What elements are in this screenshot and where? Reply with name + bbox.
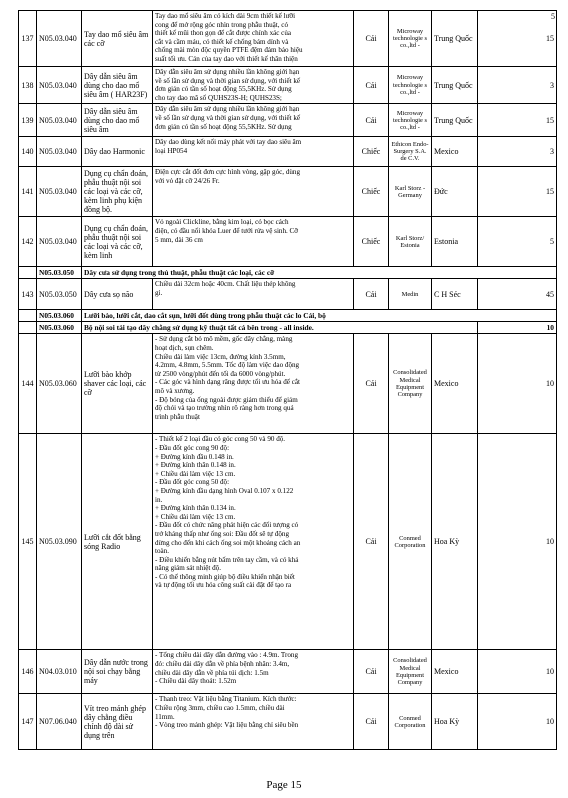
row-number: 144 xyxy=(19,334,37,434)
row-number xyxy=(19,322,37,334)
unit: Cái xyxy=(354,104,389,137)
spec-line: độ chói và tạo trường nhìn rõ ràng hơn trong quá xyxy=(155,404,294,413)
item-spec xyxy=(153,11,354,67)
item-code: N05.03.090 xyxy=(37,434,82,650)
country: Trung Quốc xyxy=(432,104,478,137)
spec-line: Dây dẫn siêu âm sử dụng nhiều lần không giới hạn xyxy=(155,105,300,114)
spec-line: 11mm. xyxy=(155,712,175,721)
quantity: 15 xyxy=(478,167,557,217)
spec-line: điện, có đầu nối khóa Luer để tưới rửa vệ sinh. Cỡ xyxy=(155,226,299,235)
spec-line: + Đường kính đầu dạng hình Oval 0.107 x 0.122 xyxy=(155,486,294,495)
spec-line: Chiều dài làm việc 13cm, đường kính 3.5mm, xyxy=(155,352,286,361)
spec-line: - Chiều dài dây thoát: 1.52m xyxy=(155,677,237,686)
table-row xyxy=(19,137,557,167)
country: Estonia xyxy=(432,217,478,267)
quantity: 3 xyxy=(478,67,557,104)
item-spec xyxy=(153,650,354,694)
table-row xyxy=(19,11,557,67)
edge-mark: 5 xyxy=(551,12,555,21)
item-spec xyxy=(153,334,354,434)
table-row xyxy=(19,279,557,310)
manufacturer: Karl Storz/ Estonia xyxy=(389,217,432,267)
spec-line: + Chiều dài làm việc 13 cm. xyxy=(155,469,236,478)
item-code: N05.03.040 xyxy=(37,217,82,267)
manufacturer: Consolidated Medical Equipment Company xyxy=(389,334,432,434)
item-spec xyxy=(153,694,354,750)
country: Mexico xyxy=(432,334,478,434)
item-spec xyxy=(153,67,354,104)
country: Mexico xyxy=(432,650,478,694)
unit: Cái xyxy=(354,67,389,104)
spec-line: 5 mm, dài 36 cm xyxy=(155,235,203,244)
row-number: 143 xyxy=(19,279,37,310)
quantity: 10 xyxy=(478,650,557,694)
item-name: Dây dẫn siêu âm dùng cho dao mổ siêu âm xyxy=(82,104,153,137)
table-row xyxy=(19,650,557,694)
spec-line: với vỏ đặt cỡ 24/26 Fr. xyxy=(155,176,220,185)
item-name: Vít treo mảnh ghép dây chằng điều chỉnh độ dài sử dụng trên xyxy=(82,694,153,750)
unit: Cái xyxy=(354,334,389,434)
item-code: N05.03.060 xyxy=(37,334,82,434)
manufacturer: Medin xyxy=(389,279,432,310)
country: Hoa Kỳ xyxy=(432,434,478,650)
country: C H Séc xyxy=(432,279,478,310)
item-name: Dụng cụ chẩn đoán, phẫu thuật nội soi các loại và các cỡ, kèm linh xyxy=(82,217,153,267)
spec-line: + Đường kính thân 0.148 in. xyxy=(155,461,236,470)
spec-line: dừng cho đến khi cách ống soi một khoảng cách an xyxy=(155,538,301,547)
spec-line: trở kháng thấp như ống soi: Đầu đốt sẽ tự động xyxy=(155,529,289,538)
row-number: 146 xyxy=(19,650,37,694)
group-row xyxy=(19,267,557,279)
spec-line: đó: chiều dài dây dẫn về phía bệnh nhân: 3.4m, xyxy=(155,659,290,668)
spec-line: - Độ bóng của ống ngoài được giảm thiểu để giảm xyxy=(155,395,298,404)
row-number: 141 xyxy=(19,167,37,217)
item-code: N05.03.040 xyxy=(37,104,82,137)
item-name: Dây cưa sọ não xyxy=(82,279,153,310)
quantity: 10 xyxy=(478,322,557,334)
quantity: 10 xyxy=(478,694,557,750)
spec-line: gỉ. xyxy=(155,288,163,297)
country: Trung Quốc xyxy=(432,67,478,104)
item-name: Dây dẫn nước trong nội soi chạy bằng máy xyxy=(82,650,153,694)
table-body xyxy=(19,11,557,750)
row-number: 145 xyxy=(19,434,37,650)
spec-line: cong để mở rộng góc nhìn trong phẫu thuật, có xyxy=(155,20,288,29)
item-spec xyxy=(153,434,354,650)
item-code: N05.03.040 xyxy=(37,167,82,217)
spec-line: về số lần sử dụng và thời gian sử dụng, với thiết kế xyxy=(155,113,301,122)
table-row xyxy=(19,434,557,650)
spec-line: toàn. xyxy=(155,547,169,556)
unit: Cái xyxy=(354,694,389,750)
table-row xyxy=(19,67,557,104)
item-name: Dây dẫn siêu âm dùng cho dao mổ siêu âm ( HAR23F) xyxy=(82,67,153,104)
unit: Chiếc xyxy=(354,217,389,267)
country: Mexico xyxy=(432,137,478,167)
page-footer: Page 15 xyxy=(266,779,302,791)
row-number: 147 xyxy=(19,694,37,750)
item-name: Lưỡi bào khớp shaver các loại, các cỡ xyxy=(82,334,153,434)
manufacturer: Consolidated Medical Equipment Company xyxy=(389,650,432,694)
row-number xyxy=(19,267,37,279)
group-label: Bộ nội soi tái tạo dây chằng sử dụng kỹ thuật tất cả bên trong - all inside. xyxy=(82,322,478,334)
spec-line: loại HP054 xyxy=(155,146,188,155)
spec-line: Dây dao dùng kết nối máy phát với tay dao siêu âm xyxy=(155,138,302,147)
item-spec xyxy=(153,104,354,137)
manufacturer: Conmed Corporation xyxy=(389,434,432,650)
spec-line: Chiều dài 32cm hoặc 40cm. Chất liệu thép không xyxy=(155,280,296,289)
spec-line: chống mài mòn độc quyền PTFE đệm đảm bảo hiệu xyxy=(155,46,303,55)
spec-line: về số lần sử dụng và thời gian sử dụng, với thiết kế xyxy=(155,76,301,85)
spec-line: 4.2mm, 4.8mm, 5.5mm. Tốc độ làm việc dao động xyxy=(155,361,300,370)
unit: Cái xyxy=(354,650,389,694)
item-code: N07.06.040 xyxy=(37,694,82,750)
spec-line: Dây dẫn siêu âm sử dụng nhiều lần không giới hạn xyxy=(155,68,300,76)
item-spec xyxy=(153,279,354,310)
spec-line: đơn giản có tần số hoạt động 55,5KHz. Sử dụng xyxy=(155,122,292,131)
spec-line: cho tay dao mã số QUHS23S-H; QUHS23S; xyxy=(155,93,282,102)
spec-line: Vỏ ngoài Clickline, bằng kim loại, có bọc cách xyxy=(155,218,289,227)
spec-line: - Thanh treo: Vật liệu bằng Titanium. Kích thước: xyxy=(155,695,297,704)
spec-line: - Đầu đốt góc cong 90 độ: xyxy=(155,443,230,452)
spec-line: Chiều rộng 3mm, chiều cao 1.5mm, chiều dài xyxy=(155,703,285,712)
item-code: N04.03.010 xyxy=(37,650,82,694)
quantity: 10 xyxy=(478,434,557,650)
manufacturer: Karl Storz - Germany xyxy=(389,167,432,217)
country: Hoa Kỳ xyxy=(432,694,478,750)
item-name: Dụng cụ chẩn đoán, phẫu thuật nội soi các loại và các cỡ, kèm linh phụ kiện đồng bộ. xyxy=(82,167,153,217)
spec-line: - Đầu đốt có chức năng phát hiện các đối tượng có xyxy=(155,521,299,530)
unit: Cái xyxy=(354,279,389,310)
spec-line: - Sử dụng cắt bỏ mô mềm, gốc dây chằng, màng xyxy=(155,335,293,344)
item-code: N05.03.040 xyxy=(37,67,82,104)
spec-line: Điện cực cắt đốt đơn cực hình vòng, gập góc, dùng xyxy=(155,168,301,177)
spec-line: Tay dao mổ siêu âm có kích dài 9cm thiết kế lưỡi xyxy=(155,12,296,20)
spec-line: - Thiết kế 2 loại đầu có góc cong 50 và 90 độ. xyxy=(155,435,286,444)
unit: Cái xyxy=(354,434,389,650)
unit: Chiếc xyxy=(354,137,389,167)
row-number: 142 xyxy=(19,217,37,267)
item-code: N05.03.060 xyxy=(37,322,82,334)
item-code: N05.03.040 xyxy=(37,137,82,167)
item-name: Dây dao Harmonic xyxy=(82,137,153,167)
quantity: 15 xyxy=(478,104,557,137)
spec-line: + Đường kính đầu 0.148 in. xyxy=(155,452,234,461)
spec-line: năng giám sát nhiệt độ. xyxy=(155,564,221,573)
manufacturer: Ethicon Endo-Surgery S.A. de C.V. xyxy=(389,137,432,167)
item-spec xyxy=(153,137,354,167)
quantity: 15 xyxy=(478,11,557,67)
table-row xyxy=(19,694,557,750)
spec-line: mô và xương. xyxy=(155,386,195,395)
spec-line: - Tổng chiều dài dây dẫn đường vào : 4.9m. Trong xyxy=(155,651,299,660)
spec-line: in. xyxy=(155,495,163,504)
group-label: Lưỡi bào, lưỡi cắt, dao cắt sụn, lưỡi đốt dùng trong phẫu thuật các lo Cái, bộ xyxy=(82,310,557,322)
item-name: Lưỡi cắt đốt bằng sóng Radio xyxy=(82,434,153,650)
spec-line: đơn giản có tần số hoạt động 55,5KHz. Sử dụng xyxy=(155,85,292,94)
unit: Chiếc xyxy=(354,167,389,217)
spec-line: hoạt dịch, sụn chêm. xyxy=(155,343,214,352)
country: Trung Quốc xyxy=(432,11,478,67)
manufacturer: Microway technologie s co.,ltd - xyxy=(389,67,432,104)
unit: Cái xyxy=(354,11,389,67)
group-row xyxy=(19,322,557,334)
group-label: Dây cưa sử dụng trong thủ thuật, phẫu thuật các loại, các cỡ xyxy=(82,267,557,279)
table-row xyxy=(19,104,557,137)
manufacturer: Microway technologie s co.,ltd - xyxy=(389,11,432,67)
spec-line: từ 2500 vòng/phút đến tối đa 6000 vòng/phút. xyxy=(155,369,286,378)
row-number: 140 xyxy=(19,137,37,167)
spec-line: - Điều khiển bằng nút bấm trên tay cầm, và có khả xyxy=(155,555,299,564)
item-code: N05.03.050 xyxy=(37,267,82,279)
spec-line: cắt và cầm máu, có thiết kế chống bám dính và xyxy=(155,37,289,46)
group-row xyxy=(19,310,557,322)
spec-line: và tự động tối ưu hóa công suất cài đặt để tạo ra xyxy=(155,581,292,590)
spec-line: chiều dài dây dẫn về phía túi dịch: 1.5m xyxy=(155,668,269,677)
manufacturer: Conmed Corporation xyxy=(389,694,432,750)
spec-line: suất tối ưu. Cán của tay dao với thiết kế thân thiện xyxy=(155,54,298,63)
row-number: 138 xyxy=(19,67,37,104)
table-row xyxy=(19,167,557,217)
quantity: 3 xyxy=(478,137,557,167)
item-code: N05.03.040 xyxy=(37,11,82,67)
item-code: N05.03.060 xyxy=(37,310,82,322)
spec-line: - Vòng treo mảnh ghép: Vật liệu bằng chỉ siêu bền xyxy=(155,721,299,730)
spec-line: thiết kế mũi thon gọn để cắt được chính xác của xyxy=(155,29,292,38)
quantity: 10 xyxy=(478,334,557,434)
row-number xyxy=(19,310,37,322)
item-spec xyxy=(153,167,354,217)
quantity: 5 xyxy=(478,217,557,267)
row-number: 139 xyxy=(19,104,37,137)
item-spec xyxy=(153,217,354,267)
row-number: 137 xyxy=(19,11,37,67)
spec-line: + Đường kính thân 0.134 in. xyxy=(155,504,236,513)
spec-line: - Đầu đốt góc cong 50 độ: xyxy=(155,478,230,487)
manufacturer: Microway technologie s co.,ltd - xyxy=(389,104,432,137)
quantity: 45 xyxy=(478,279,557,310)
equipment-table xyxy=(18,10,557,750)
spec-line: - Có thể thông minh giúp bộ điều khiển nhận biết xyxy=(155,572,295,581)
country: Đức xyxy=(432,167,478,217)
table-row xyxy=(19,217,557,267)
item-code: N05.03.050 xyxy=(37,279,82,310)
table-row xyxy=(19,334,557,434)
spec-line: - Các góc và hình dạng răng được tối ưu hóa để cắt xyxy=(155,378,300,387)
item-name: Tay dao mổ siêu âm các cỡ xyxy=(82,11,153,67)
spec-line: trình phẫu thuật xyxy=(155,412,200,421)
spec-line: + Chiều dài làm việc 13 cm. xyxy=(155,512,236,521)
